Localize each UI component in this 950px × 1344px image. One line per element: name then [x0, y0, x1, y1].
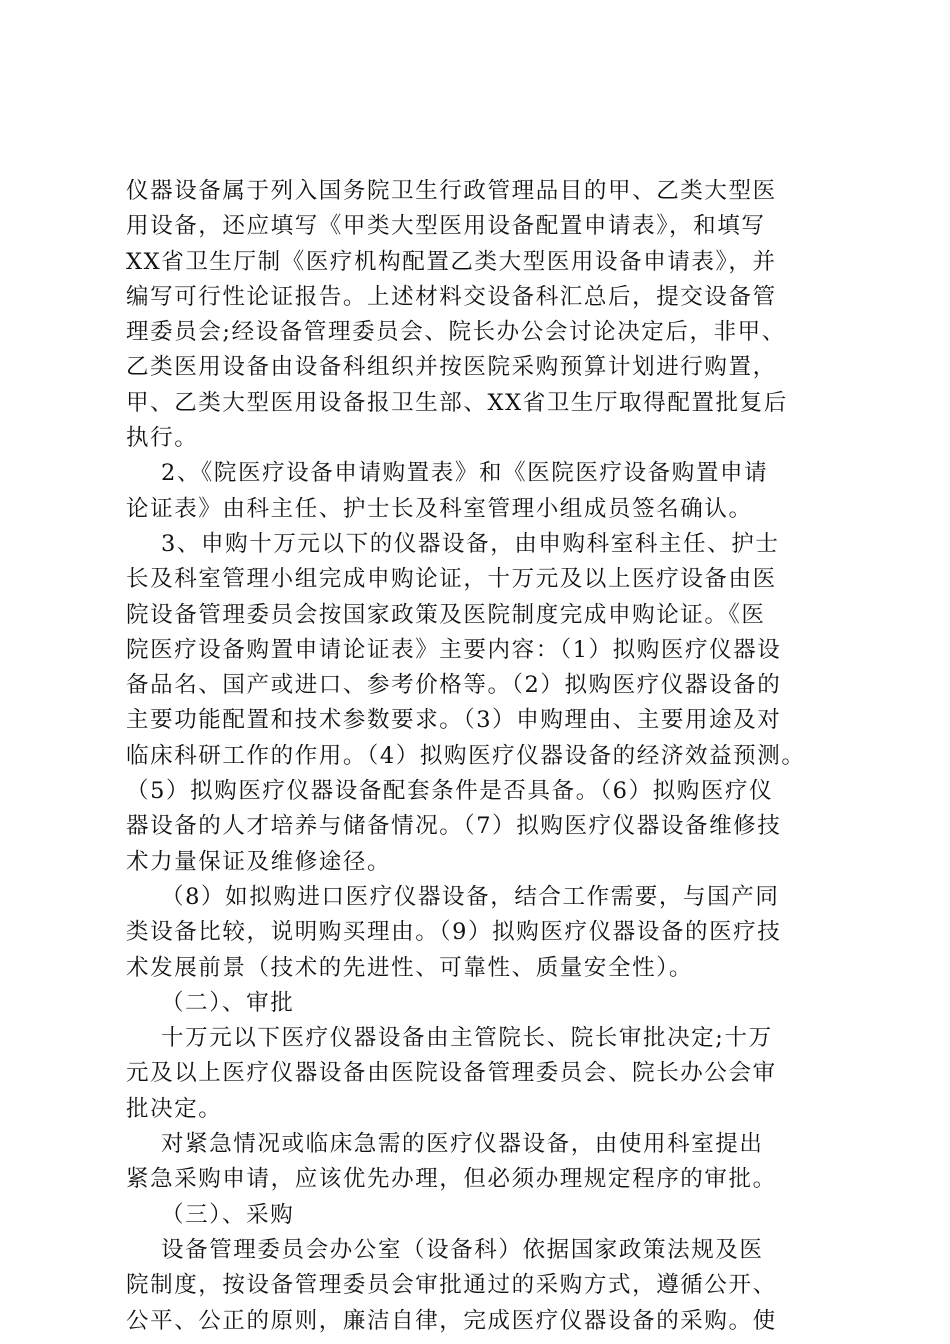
text-line: 院设备管理委员会按国家政策及医院制度完成申购论证。《医	[126, 601, 766, 628]
text-line: 长及科室管理小组完成申购论证，十万元及以上医疗设备由医	[126, 566, 777, 593]
text-line: 器设备的人才培养与储备情况。（7）拟购医疗仪器设备维修技	[126, 813, 782, 840]
text-line: 论证表》由科主任、护士长及科室管理小组成员签名确认。	[126, 495, 753, 522]
text-line: 紧急采购申请，应该优先办理，但必须办理规定程序的审批。	[126, 1166, 777, 1193]
text-line: （8）如拟购进口医疗仪器设备，结合工作需要，与国产同	[126, 883, 780, 910]
text-line: 十万元以下医疗仪器设备由主管院长、院长审批决定;十万	[126, 1025, 773, 1052]
text-line: 临床科研工作的作用。（4）拟购医疗仪器设备的经济效益预测。	[126, 742, 806, 769]
text-line: 3、申购十万元以下的仪器设备，由申购科室科主任、护士	[126, 530, 780, 557]
text-line: 备品名、国产或进口、参考价格等。（2）拟购医疗仪器设备的	[126, 672, 782, 699]
text-line: 术发展前景（技术的先进性、可靠性、质量安全性）。	[126, 954, 694, 981]
text-line: 用设备，还应填写《甲类大型医用设备配置申请表》，和填写	[126, 213, 766, 240]
text-line: 乙类医用设备由设备科组织并按医院采购预算计划进行购置，	[126, 354, 777, 381]
text-line: （三）、采购	[126, 1201, 295, 1228]
text-line: XX省卫生厅制《医疗机构配置乙类大型医用设备申请表》，并	[126, 248, 777, 275]
text-line: 公平、公正的原则，廉洁自律，完成医疗仪器设备的采购。使	[126, 1307, 777, 1334]
text-line: 2、《院医疗设备申请购置表》和《医院医疗设备购置申请	[126, 460, 769, 487]
document-body	[126, 174, 831, 1339]
text-line: 类设备比较，说明购买理由。（9）拟购医疗仪器设备的医疗技	[126, 919, 782, 946]
text-line: 主要功能配置和技术参数要求。（3）申购理由、主要用途及对	[126, 707, 782, 734]
text-line: 编写可行性论证报告。上述材料交设备科汇总后，提交设备管	[126, 283, 777, 310]
text-line: 执行。	[126, 425, 199, 452]
text-line: 元及以上医疗仪器设备由医院设备管理委员会、院长办公会审	[126, 1060, 777, 1087]
text-line: 甲、乙类大型医用设备报卫生部、XX省卫生厅取得配置批复后	[126, 389, 788, 416]
text-line: 理委员会;经设备管理委员会、院长办公会讨论决定后，非甲、	[126, 319, 786, 346]
text-line: 院医疗设备购置申请论证表》主要内容：（1）拟购医疗仪器设	[126, 636, 782, 663]
text-line: 仪器设备属于列入国务院卫生行政管理品目的甲、乙类大型医	[126, 178, 777, 204]
text-line: 院制度，按设备管理委员会审批通过的采购方式，遵循公开、	[126, 1272, 777, 1299]
text-line: 批决定。	[126, 1095, 223, 1122]
text-line: 设备管理委员会办公室（设备科）依据国家政策法规及医	[126, 1236, 764, 1263]
text-line: 术力量保证及维修途径。	[126, 848, 392, 875]
text-line: （5）拟购医疗仪器设备配套条件是否具备。（6）拟购医疗仪	[126, 778, 774, 805]
text-line: （二）、审批	[126, 989, 295, 1016]
text-line: 对紧急情况或临床急需的医疗仪器设备，由使用科室提出	[126, 1131, 764, 1158]
